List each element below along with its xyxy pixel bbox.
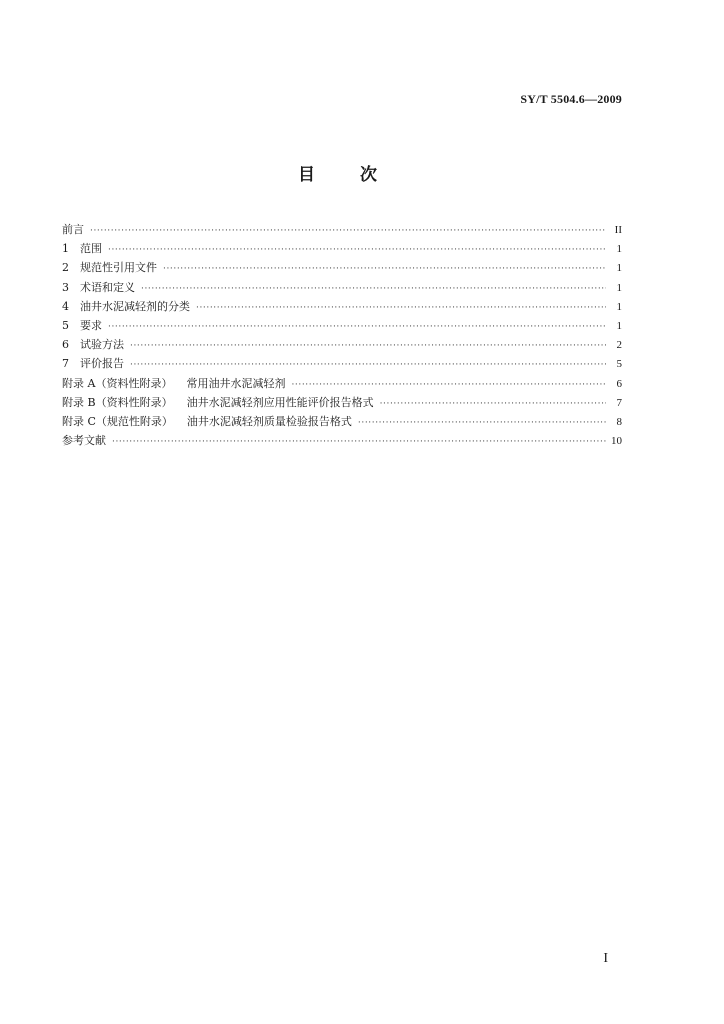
toc-entry-label: 要求 — [80, 318, 102, 332]
toc-entry-requirements[interactable] — [62, 317, 622, 336]
toc-entry-foreword[interactable] — [62, 221, 622, 240]
toc-leader — [90, 226, 606, 236]
toc-title — [0, 160, 676, 185]
toc-entry-bibliography[interactable] — [62, 432, 622, 451]
toc-entry-number: 4 — [62, 299, 69, 313]
toc-leader — [291, 380, 606, 390]
toc-entry-page: 10 — [611, 435, 622, 448]
toc-leader — [380, 399, 606, 409]
toc-entry-label: 范围 — [80, 242, 102, 256]
toc-entry-label: 附录 A（资料性附录） — [62, 376, 173, 390]
toc-entry-number: 3 — [62, 280, 69, 294]
toc-leader — [163, 264, 606, 274]
page-number: I — [603, 951, 608, 966]
toc-entry-page: 1 — [616, 281, 622, 294]
toc-entry-terms[interactable] — [62, 279, 622, 298]
toc-entry-label: 试验方法 — [80, 338, 124, 352]
toc-entry-subtitle: 油井水泥减轻剂质量检验报告格式 — [186, 414, 352, 428]
toc-entry-subtitle: 常用油井水泥减轻剂 — [186, 376, 286, 390]
toc-entry-annex-b[interactable] — [62, 394, 622, 413]
toc-entry-label: 参考文献 — [62, 434, 106, 448]
toc-entry-evaluation-report[interactable] — [62, 355, 622, 374]
toc-entry-label: 油井水泥减轻剂的分类 — [80, 299, 190, 313]
toc-entry-normative-references[interactable] — [62, 259, 622, 278]
toc-title-right: 次 — [360, 165, 378, 185]
toc-title-left: 目 — [298, 165, 316, 185]
toc-leader — [108, 322, 606, 332]
toc-entry-label: 前言 — [62, 223, 84, 236]
toc-list — [62, 221, 622, 451]
toc-entry-page: 1 — [616, 319, 622, 332]
toc-entry-page: II — [614, 224, 622, 236]
toc-entry-page: 1 — [616, 243, 622, 256]
toc-leader — [130, 360, 606, 370]
toc-entry-label: 评价报告 — [80, 357, 124, 371]
toc-entry-page: 1 — [616, 300, 622, 313]
toc-leader — [196, 303, 606, 313]
toc-entry-scope[interactable] — [62, 240, 622, 259]
toc-entry-subtitle: 油井水泥减轻剂应用性能评价报告格式 — [186, 395, 374, 409]
toc-entry-number: 7 — [62, 357, 69, 371]
toc-entry-label: 术语和定义 — [80, 280, 135, 294]
toc-entry-page: 8 — [616, 415, 622, 428]
toc-entry-label: 附录 C（规范性附录） — [62, 414, 173, 428]
toc-leader — [141, 284, 606, 294]
toc-entry-number: 1 — [62, 242, 69, 256]
standard-number: SY/T 5504.6—2009 — [520, 92, 622, 106]
toc-leader — [130, 341, 606, 351]
toc-entry-annex-a[interactable] — [62, 375, 622, 394]
toc-entry-test-methods[interactable] — [62, 336, 622, 355]
toc-entry-number: 6 — [62, 338, 69, 352]
toc-entry-page: 7 — [616, 396, 622, 409]
toc-leader — [108, 245, 606, 255]
toc-leader — [112, 437, 606, 447]
toc-entry-classification[interactable] — [62, 298, 622, 317]
toc-entry-page: 1 — [616, 262, 622, 275]
toc-entry-label: 附录 B（资料性附录） — [62, 395, 173, 409]
toc-entry-page: 6 — [616, 377, 622, 390]
toc-entry-label: 规范性引用文件 — [80, 261, 157, 275]
toc-entry-annex-c[interactable] — [62, 413, 622, 432]
toc-entry-number: 5 — [62, 318, 69, 332]
toc-entry-number: 2 — [62, 261, 69, 275]
toc-leader — [358, 418, 606, 428]
toc-entry-page: 5 — [616, 358, 622, 371]
toc-entry-page: 2 — [616, 339, 622, 352]
